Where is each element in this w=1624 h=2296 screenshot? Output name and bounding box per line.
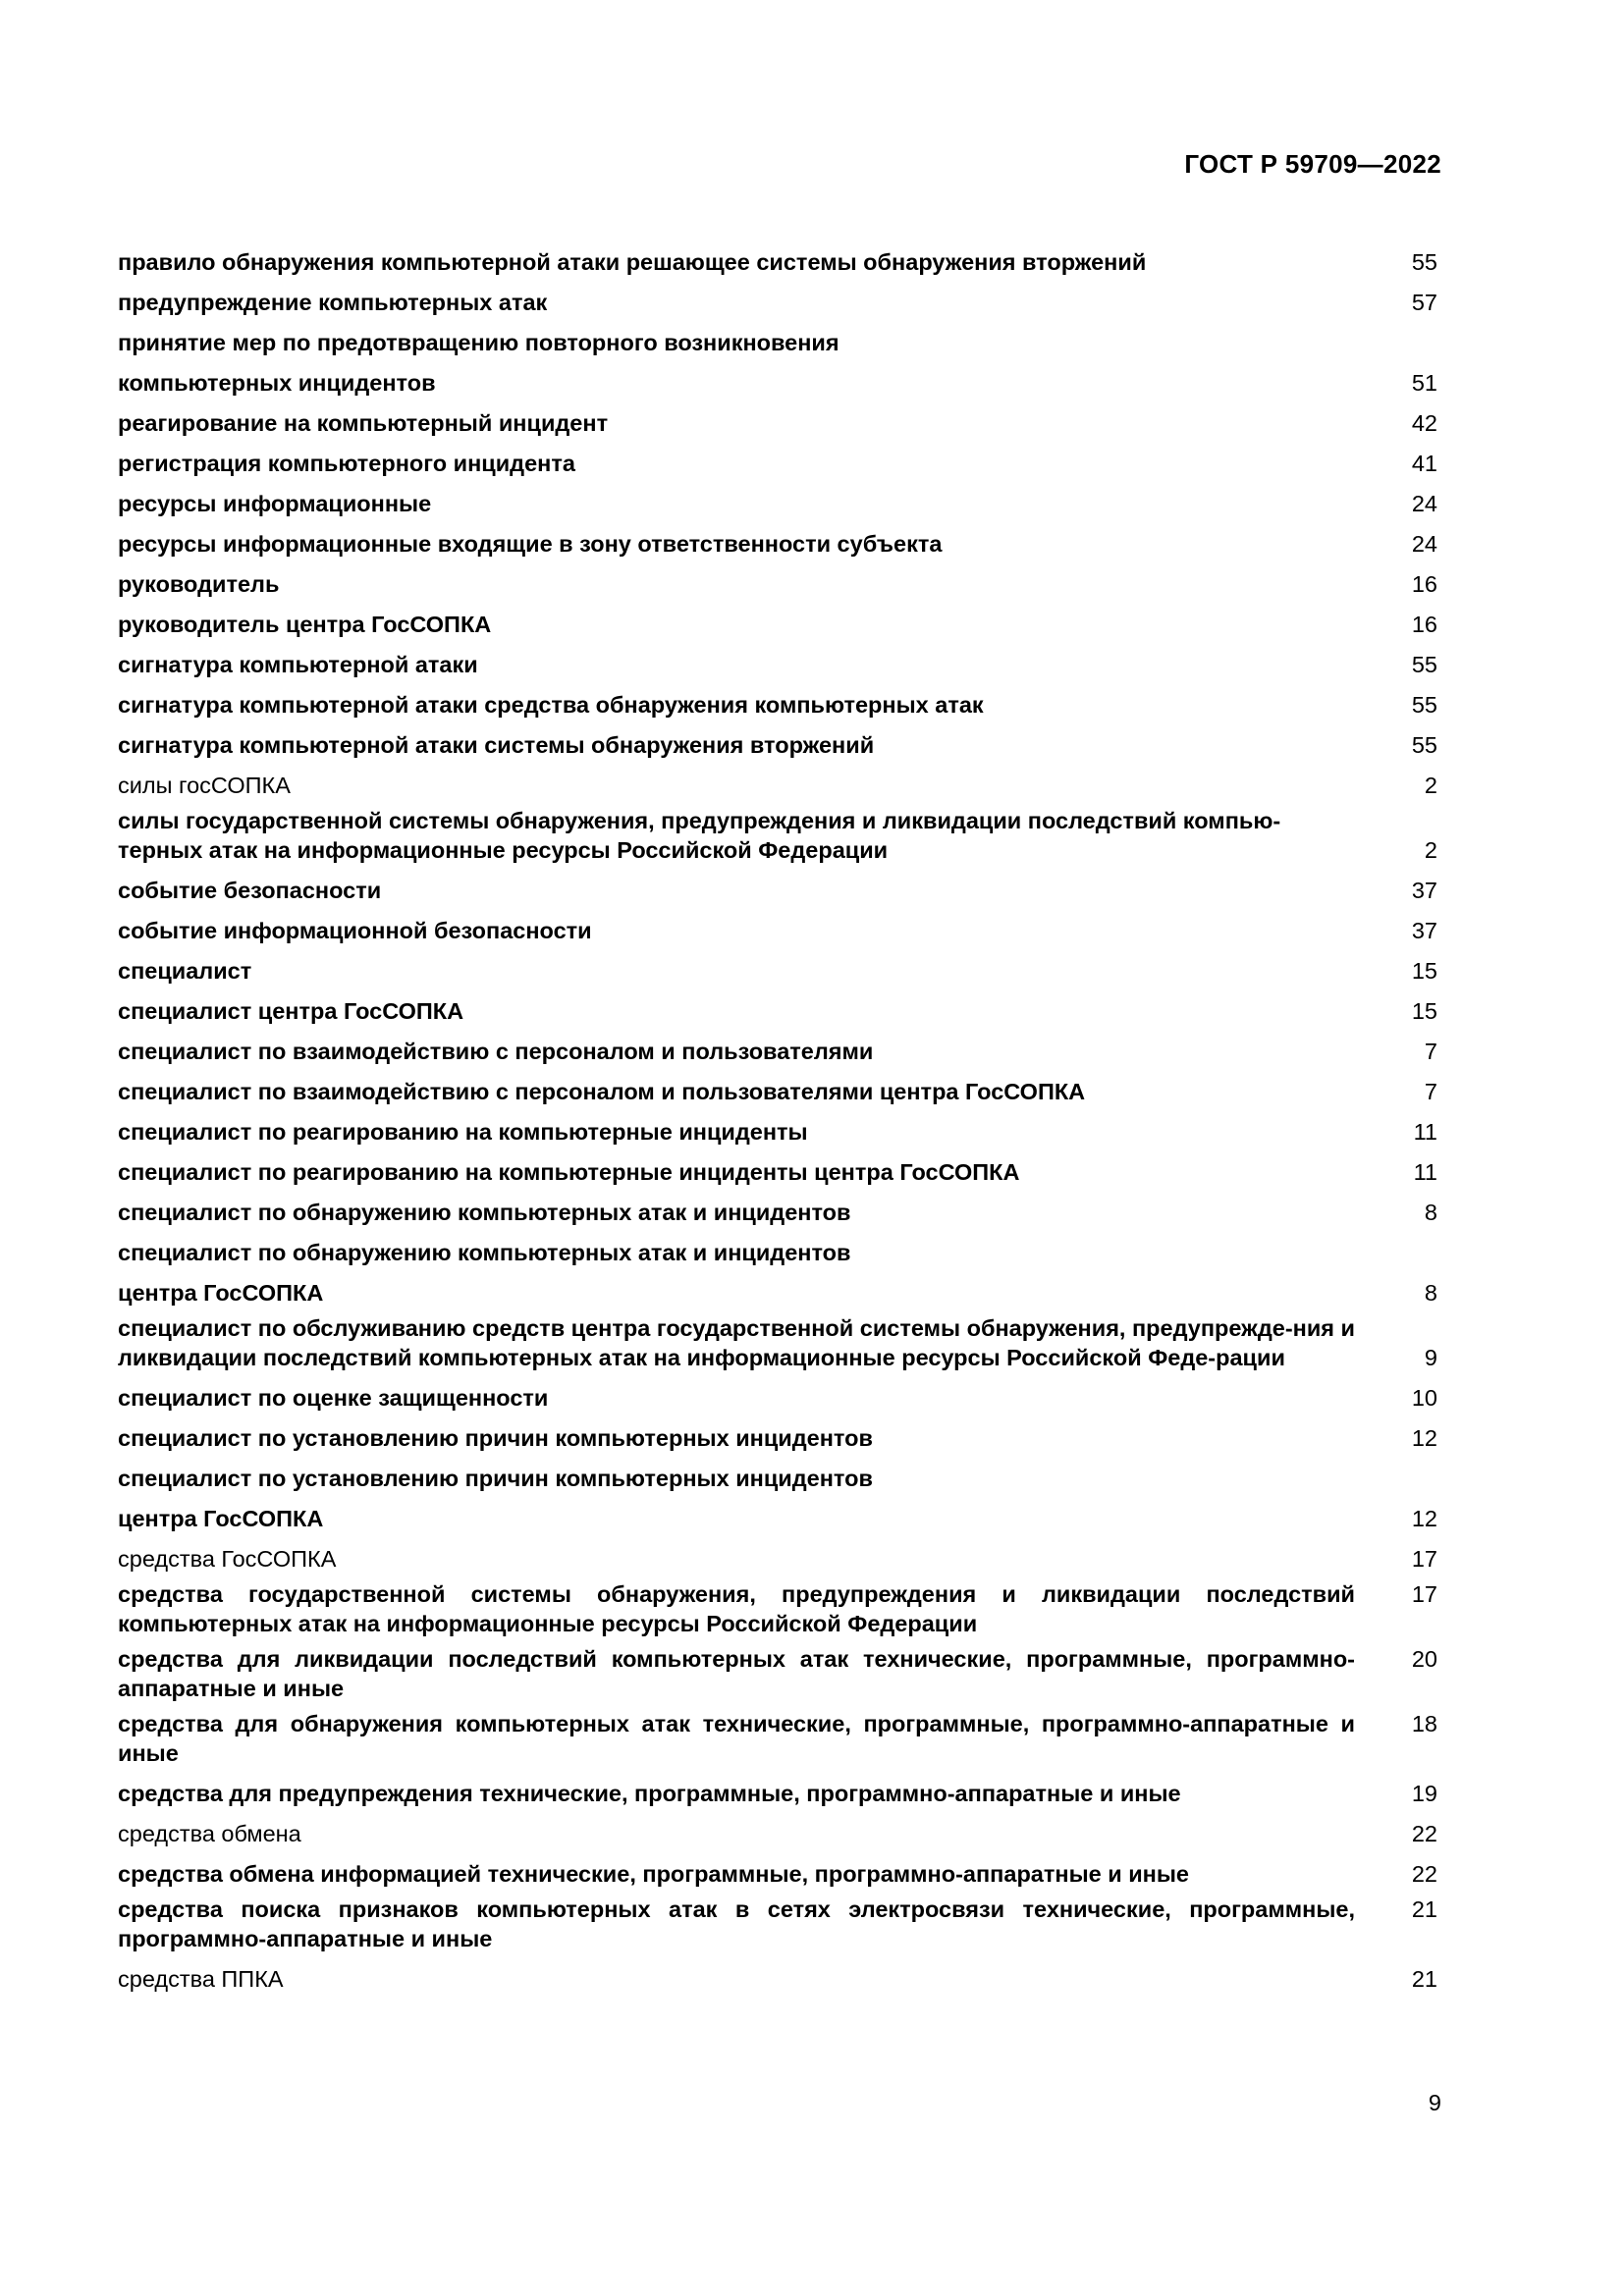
index-entry — [118, 1372, 1437, 1413]
index-entry — [118, 1493, 1437, 1533]
index-page-ref: 21 — [1411, 1966, 1437, 1992]
index-page-ref: 42 — [1411, 410, 1437, 436]
index-page-ref: 55 — [1411, 652, 1437, 677]
index-page-ref: 8 — [1424, 1200, 1437, 1225]
index-term: средства поиска признаков компьютерных атак в сетях электросвязи технические, программные, программно-аппаратные и иные — [118, 1896, 1355, 1951]
index-entry — [118, 1953, 1437, 1994]
index-entry — [118, 518, 1437, 559]
index-page-ref: 24 — [1411, 531, 1437, 557]
index-term: средства для предупреждения технические, программные, программно-аппаратные и иные — [118, 1781, 1181, 1806]
index-term: специалист по оценке защищенности — [118, 1385, 549, 1411]
index-page-ref: 55 — [1411, 249, 1437, 275]
document-code: ГОСТ Р 59709—2022 — [1184, 149, 1441, 179]
index-term: руководитель центра ГосСОПКА — [118, 612, 492, 637]
index-entry — [118, 317, 1437, 357]
index-term: специалист по взаимодействию с персоналом и пользователями центра ГосСОПКА — [118, 1079, 1086, 1104]
index-term: специалист центра ГосСОПКА — [118, 998, 464, 1024]
index-entry — [118, 1703, 1437, 1768]
index-page-ref: 15 — [1411, 998, 1437, 1024]
index-page-ref: 57 — [1411, 290, 1437, 315]
index-page-ref: 19 — [1411, 1781, 1437, 1806]
index-page-ref: 24 — [1411, 491, 1437, 516]
index-entry — [118, 1533, 1437, 1574]
index-entry — [118, 1453, 1437, 1493]
index-term: специалист по установлению причин компьютерных инцидентов — [118, 1425, 873, 1451]
index-page-ref: 41 — [1411, 451, 1437, 476]
index-term: специалист по обнаружению компьютерных атак и инцидентов — [118, 1200, 851, 1225]
index-page-ref: 10 — [1411, 1385, 1437, 1411]
index-entry — [118, 1808, 1437, 1848]
index-term: средства государственной системы обнаружения, предупреждения и ликвидации последствий компьютерных атак на информационные ресурсы Российской Федерации — [118, 1581, 1355, 1636]
index-page-ref: 2 — [1424, 773, 1437, 798]
index-term: сигнатура компьютерной атаки системы обнаружения вторжений — [118, 732, 875, 758]
index-term: реагирование на компьютерный инцидент — [118, 410, 609, 436]
index-entry — [118, 1147, 1437, 1187]
index-entry — [118, 1106, 1437, 1147]
index-term: специалист по реагированию на компьютерные инциденты центра ГосСОПКА — [118, 1159, 1020, 1185]
index-page-ref: 20 — [1411, 1646, 1437, 1672]
index-page-ref: 15 — [1411, 958, 1437, 984]
index-entry — [118, 865, 1437, 905]
index-term: средства ГосСОПКА — [118, 1546, 337, 1572]
page-number: 9 — [1428, 2090, 1441, 2115]
index-term: принятие мер по предотвращению повторного возникновения — [118, 330, 839, 355]
index-page-ref: 11 — [1413, 1159, 1437, 1185]
index-page-ref: 51 — [1411, 370, 1437, 396]
index-page-ref: 21 — [1411, 1896, 1437, 1922]
index-term: специалист — [118, 958, 252, 984]
index-entry — [118, 1267, 1437, 1308]
index-entry — [118, 398, 1437, 438]
index-entry — [118, 760, 1437, 800]
index-page-ref: 55 — [1411, 692, 1437, 718]
index-term: событие информационной безопасности — [118, 918, 592, 943]
index-term: правило обнаружения компьютерной атаки решающее системы обнаружения вторжений — [118, 249, 1147, 275]
index-list — [118, 237, 1437, 1994]
index-term: предупреждение компьютерных атак — [118, 290, 548, 315]
index-entry — [118, 1413, 1437, 1453]
index-page-ref: 37 — [1411, 918, 1437, 943]
index-term: средства обмена — [118, 1821, 301, 1846]
index-entry — [118, 1574, 1437, 1638]
index-page-ref: 12 — [1411, 1506, 1437, 1531]
index-entry — [118, 986, 1437, 1026]
index-entry — [118, 277, 1437, 317]
index-term: сигнатура компьютерной атаки — [118, 652, 478, 677]
index-term: специалист по обнаружению компьютерных атак и инцидентов — [118, 1240, 851, 1265]
index-entry — [118, 720, 1437, 760]
index-page-ref: 11 — [1413, 1119, 1437, 1145]
index-term: специалист по обслуживанию средств центра государственной системы обнаружения, предупрежде-ния и ликвидации последствий компьютерных атак на информационные ресурсы Российской Феде-рации — [118, 1315, 1355, 1370]
index-term: средства обмена информацией технические, программные, программно-аппаратные и иные — [118, 1861, 1189, 1887]
index-entry — [118, 1768, 1437, 1808]
index-entry — [118, 1308, 1437, 1372]
index-term: событие безопасности — [118, 878, 382, 903]
index-term: центра ГосСОПКА — [118, 1506, 324, 1531]
index-page-ref: 18 — [1411, 1711, 1437, 1736]
index-entry — [118, 639, 1437, 679]
index-page-ref: 9 — [1424, 1345, 1437, 1370]
index-entry — [118, 559, 1437, 599]
index-entry — [118, 945, 1437, 986]
index-entry — [118, 1187, 1437, 1227]
index-entry — [118, 905, 1437, 945]
index-entry — [118, 1848, 1437, 1889]
index-term: средства ППКА — [118, 1966, 284, 1992]
index-page-ref: 17 — [1411, 1581, 1437, 1607]
index-term: руководитель — [118, 571, 280, 597]
index-term: средства для обнаружения компьютерных атак технические, программные, программно-аппаратные и иные — [118, 1711, 1355, 1766]
index-entry — [118, 599, 1437, 639]
index-term: сигнатура компьютерной атаки средства обнаружения компьютерных атак — [118, 692, 984, 718]
index-term: специалист по установлению причин компьютерных инцидентов — [118, 1466, 873, 1491]
index-term: силы государственной системы обнаружения, предупреждения и ликвидации последствий компью-терных атак на информационные ресурсы Российской Федерации — [118, 808, 1281, 863]
index-entry — [118, 1066, 1437, 1106]
index-page-ref: 7 — [1424, 1039, 1437, 1064]
index-page-ref: 7 — [1424, 1079, 1437, 1104]
index-term: регистрация компьютерного инцидента — [118, 451, 575, 476]
index-entry — [118, 357, 1437, 398]
index-entry — [118, 679, 1437, 720]
index-page-ref: 17 — [1411, 1546, 1437, 1572]
index-term: ресурсы информационные входящие в зону ответственности субъекта — [118, 531, 943, 557]
index-entry — [118, 800, 1437, 865]
index-entry — [118, 1227, 1437, 1267]
index-term: специалист по реагированию на компьютерные инциденты — [118, 1119, 808, 1145]
index-entry — [118, 1638, 1437, 1703]
index-page-ref: 16 — [1411, 571, 1437, 597]
index-term: специалист по взаимодействию с персоналом и пользователями — [118, 1039, 874, 1064]
index-page-ref: 22 — [1411, 1861, 1437, 1887]
index-page-ref: 55 — [1411, 732, 1437, 758]
index-page-ref: 37 — [1411, 878, 1437, 903]
index-entry — [118, 1889, 1437, 1953]
index-term: компьютерных инцидентов — [118, 370, 436, 396]
index-term: ресурсы информационные — [118, 491, 432, 516]
index-page-ref: 16 — [1411, 612, 1437, 637]
index-term: центра ГосСОПКА — [118, 1280, 324, 1306]
index-page-ref: 22 — [1411, 1821, 1437, 1846]
index-entry — [118, 1026, 1437, 1066]
index-term: средства для ликвидации последствий компьютерных атак технические, программные, программно-аппаратные и иные — [118, 1646, 1355, 1701]
index-entry — [118, 478, 1437, 518]
index-page-ref: 12 — [1411, 1425, 1437, 1451]
index-entry — [118, 237, 1437, 277]
index-entry — [118, 438, 1437, 478]
index-page-ref: 2 — [1424, 837, 1437, 863]
index-page-ref: 8 — [1424, 1280, 1437, 1306]
index-term: силы госСОПКА — [118, 773, 291, 798]
